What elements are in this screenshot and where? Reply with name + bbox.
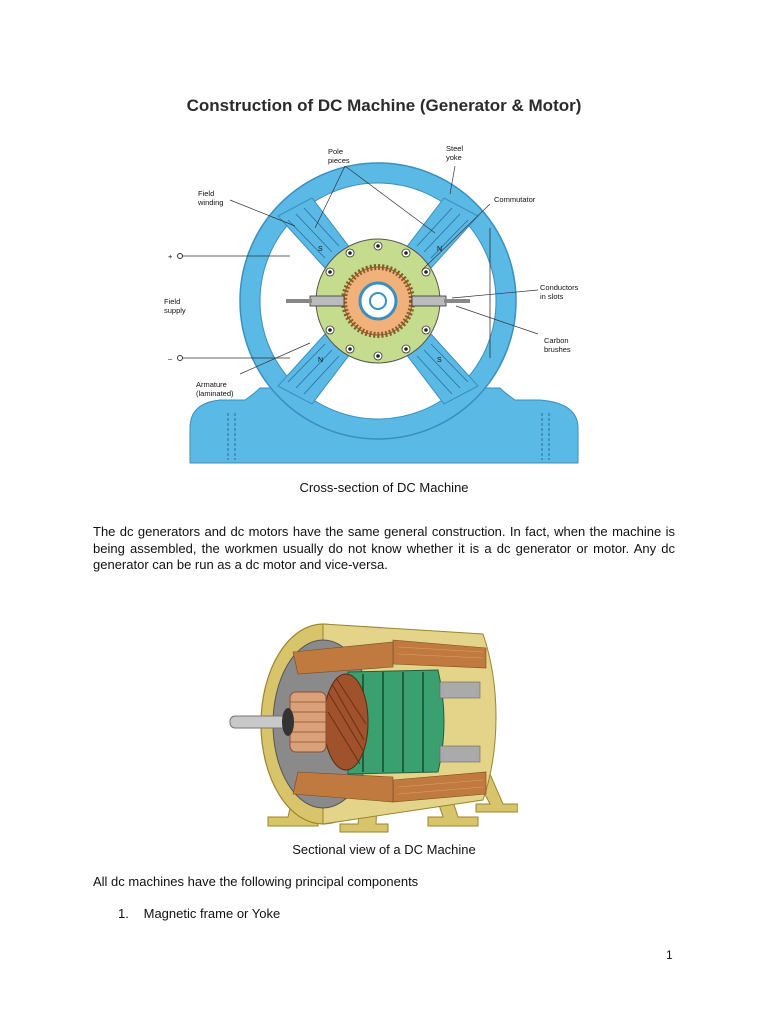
- label-armature-2: (laminated): [196, 389, 234, 398]
- label-minus: –: [168, 354, 173, 363]
- label-armature-1: Armature: [196, 380, 227, 389]
- label-plus: +: [168, 252, 173, 261]
- dc-machine-sectional-view-illustration: [228, 612, 518, 840]
- dc-machine-cross-section-diagram: [160, 138, 600, 466]
- components-intro: All dc machines have the following principal components: [93, 874, 419, 889]
- list-item-text: Magnetic frame or Yoke: [143, 906, 281, 921]
- label-carbon-brushes-2: brushes: [544, 345, 571, 354]
- label-conductors-1: Conductors: [540, 283, 579, 292]
- label-steel-yoke-1: Steel: [446, 144, 464, 153]
- pole-label-n-top: N: [437, 246, 443, 253]
- label-field-winding-1: Field: [198, 189, 215, 198]
- list-item: [118, 906, 280, 921]
- carbon-brush-right: [412, 296, 446, 306]
- label-field-winding-2: winding: [198, 198, 224, 207]
- page-title: Construction of DC Machine (Generator & Motor): [186, 96, 582, 115]
- carbon-brush-left: [310, 296, 344, 306]
- label-pole-pieces-1: Pole: [328, 147, 344, 156]
- list-item-number: 1.: [118, 906, 129, 921]
- body-paragraph: The dc generators and dc motors have the same general construction. In fact, when the machine is being assembled, the workmen usually do not know whether it is a dc generator or motor. Any dc generator can be run as a dc motor and vice-versa.: [93, 524, 675, 572]
- label-carbon-brushes-1: Carbon: [544, 336, 569, 345]
- label-commutator: Commutator: [494, 195, 536, 204]
- label-field-supply-1: Field: [164, 297, 181, 306]
- label-steel-yoke-2: yoke: [446, 153, 462, 162]
- figure1-caption: Cross-section of DC Machine: [299, 480, 469, 495]
- label-conductors-2: in slots: [540, 292, 564, 301]
- pole-label-s-bottom: S: [437, 357, 442, 364]
- pole-label-s-top: S: [318, 246, 323, 253]
- figure2-caption: Sectional view of a DC Machine: [292, 842, 476, 857]
- page-number: 1: [666, 948, 673, 962]
- label-field-supply-2: supply: [164, 306, 186, 315]
- label-pole-pieces-2: pieces: [328, 156, 350, 165]
- pole-label-n-bottom: N: [318, 357, 324, 364]
